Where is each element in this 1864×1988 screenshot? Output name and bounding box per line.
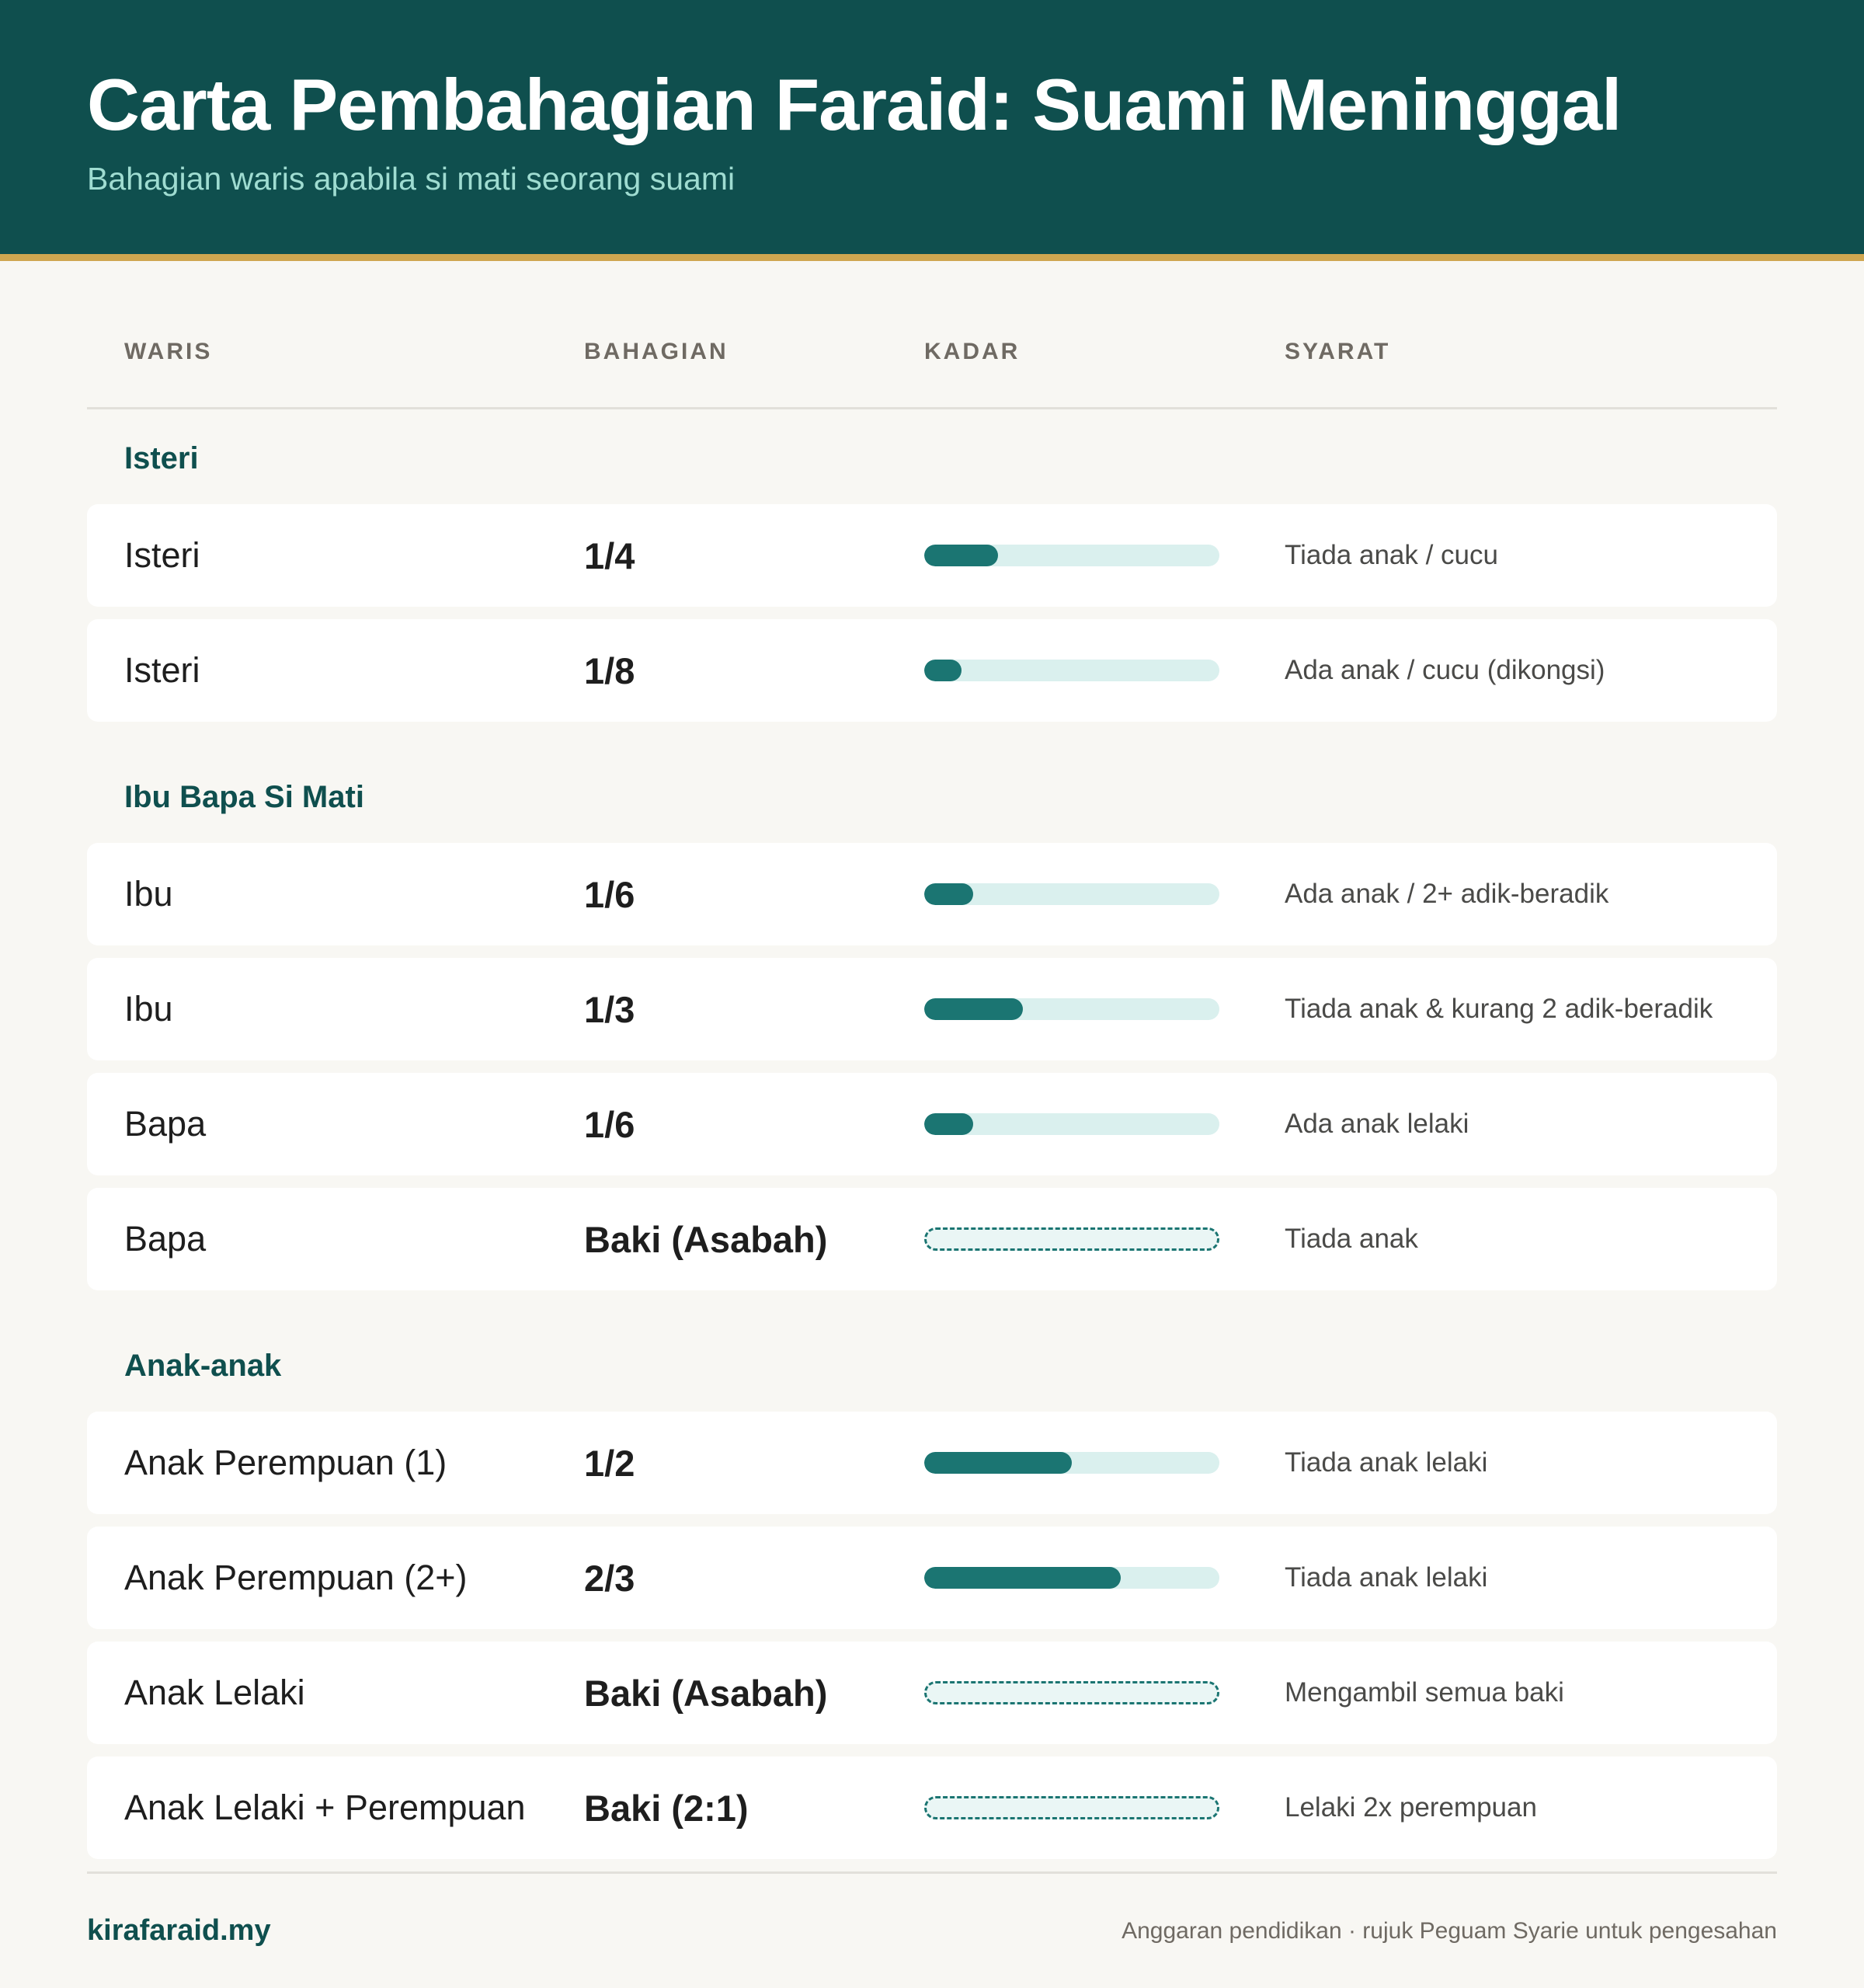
share-bar-fill <box>924 660 962 681</box>
table-row <box>87 1188 1777 1290</box>
share-bar-fill <box>924 883 973 905</box>
share-bar-fill <box>924 998 1023 1020</box>
kadar-cell <box>924 1113 1285 1135</box>
waris-cell: Ibu <box>124 989 173 1029</box>
syarat-cell: Tiada anak / cucu <box>1285 540 1498 570</box>
kadar-cell <box>924 883 1285 905</box>
bahagian-cell: 1/2 <box>584 1442 635 1484</box>
share-bar-track <box>924 1567 1219 1589</box>
page-title: Carta Pembahagian Faraid: Suami Meninggal <box>87 64 1622 145</box>
waris-cell: Bapa <box>124 1219 207 1259</box>
table-header <box>87 277 1777 409</box>
share-bar-fill <box>924 545 998 566</box>
kadar-cell <box>924 1796 1285 1819</box>
waris-cell: Isteri <box>124 535 200 575</box>
kadar-cell <box>924 998 1285 1020</box>
table-body <box>87 409 1777 1859</box>
table-row <box>87 1642 1777 1744</box>
syarat-cell: Tiada anak <box>1285 1224 1418 1254</box>
residual-share-bar <box>924 1796 1219 1819</box>
kadar-cell <box>924 1227 1285 1251</box>
waris-cell: Anak Perempuan (2+) <box>124 1558 468 1597</box>
bahagian-cell: 1/3 <box>584 988 635 1030</box>
share-bar-track <box>924 1113 1219 1135</box>
residual-share-bar <box>924 1681 1219 1704</box>
footer-disclaimer: Anggaran pendidikan · rujuk Peguam Syarie untuk pengesahan <box>1122 1917 1777 1944</box>
share-bar-track <box>924 998 1219 1020</box>
share-bar-fill <box>924 1113 973 1135</box>
residual-share-bar <box>924 1227 1219 1251</box>
kadar-cell <box>924 1452 1285 1474</box>
footer-brand[interactable]: kirafaraid.my <box>87 1914 271 1947</box>
group-title: Anak-anak <box>124 1349 282 1383</box>
syarat-cell: Lelaki 2x perempuan <box>1285 1792 1537 1823</box>
group-title: Isteri <box>124 441 199 475</box>
table-row <box>87 619 1777 722</box>
syarat-cell: Mengambil semua baki <box>1285 1677 1564 1708</box>
table-row <box>87 504 1777 607</box>
share-bar-fill <box>924 1452 1072 1474</box>
syarat-cell: Tiada anak lelaki <box>1285 1447 1488 1478</box>
bahagian-cell: 1/4 <box>584 534 635 576</box>
share-bar-fill <box>924 1567 1121 1589</box>
bahagian-cell: Baki (2:1) <box>584 1787 749 1829</box>
syarat-cell: Ada anak / 2+ adik-beradik <box>1285 879 1609 909</box>
kadar-cell <box>924 660 1285 681</box>
waris-cell: Anak Lelaki + Perempuan <box>124 1788 526 1827</box>
bahagian-cell: 1/6 <box>584 873 635 915</box>
column-header-kadar: KADAR <box>924 338 1021 364</box>
waris-cell: Anak Perempuan (1) <box>124 1443 447 1482</box>
table-row <box>87 1412 1777 1514</box>
bahagian-cell: 1/8 <box>584 649 635 691</box>
syarat-cell: Tiada anak lelaki <box>1285 1562 1488 1593</box>
kadar-cell <box>924 1567 1285 1589</box>
group-title: Ibu Bapa Si Mati <box>124 780 364 814</box>
column-header-waris: WARIS <box>124 338 213 364</box>
syarat-cell: Ada anak / cucu (dikongsi) <box>1285 655 1605 685</box>
column-header-bahagian: BAHAGIAN <box>584 338 729 364</box>
share-bar-track <box>924 883 1219 905</box>
table-row <box>87 843 1777 945</box>
kadar-cell <box>924 545 1285 566</box>
syarat-cell: Ada anak lelaki <box>1285 1109 1469 1139</box>
column-header-syarat: SYARAT <box>1285 338 1391 364</box>
table-row <box>87 1527 1777 1629</box>
share-bar-track <box>924 1452 1219 1474</box>
waris-cell: Isteri <box>124 650 200 690</box>
page-header <box>0 0 1864 261</box>
kadar-cell <box>924 1681 1285 1704</box>
share-bar-track <box>924 660 1219 681</box>
table-row <box>87 1756 1777 1859</box>
table-row <box>87 1073 1777 1175</box>
bahagian-cell: Baki (Asabah) <box>584 1672 828 1714</box>
bahagian-cell: Baki (Asabah) <box>584 1218 828 1260</box>
waris-cell: Ibu <box>124 874 173 914</box>
faraid-table <box>0 277 1864 1859</box>
bahagian-cell: 2/3 <box>584 1557 635 1599</box>
waris-cell: Bapa <box>124 1104 207 1144</box>
bahagian-cell: 1/6 <box>584 1103 635 1145</box>
page-footer <box>87 1871 1777 1988</box>
page-subtitle: Bahagian waris apabila si mati seorang suami <box>87 161 736 197</box>
table-row <box>87 958 1777 1060</box>
waris-cell: Anak Lelaki <box>124 1673 305 1712</box>
syarat-cell: Tiada anak & kurang 2 adik-beradik <box>1285 994 1713 1024</box>
share-bar-track <box>924 545 1219 566</box>
